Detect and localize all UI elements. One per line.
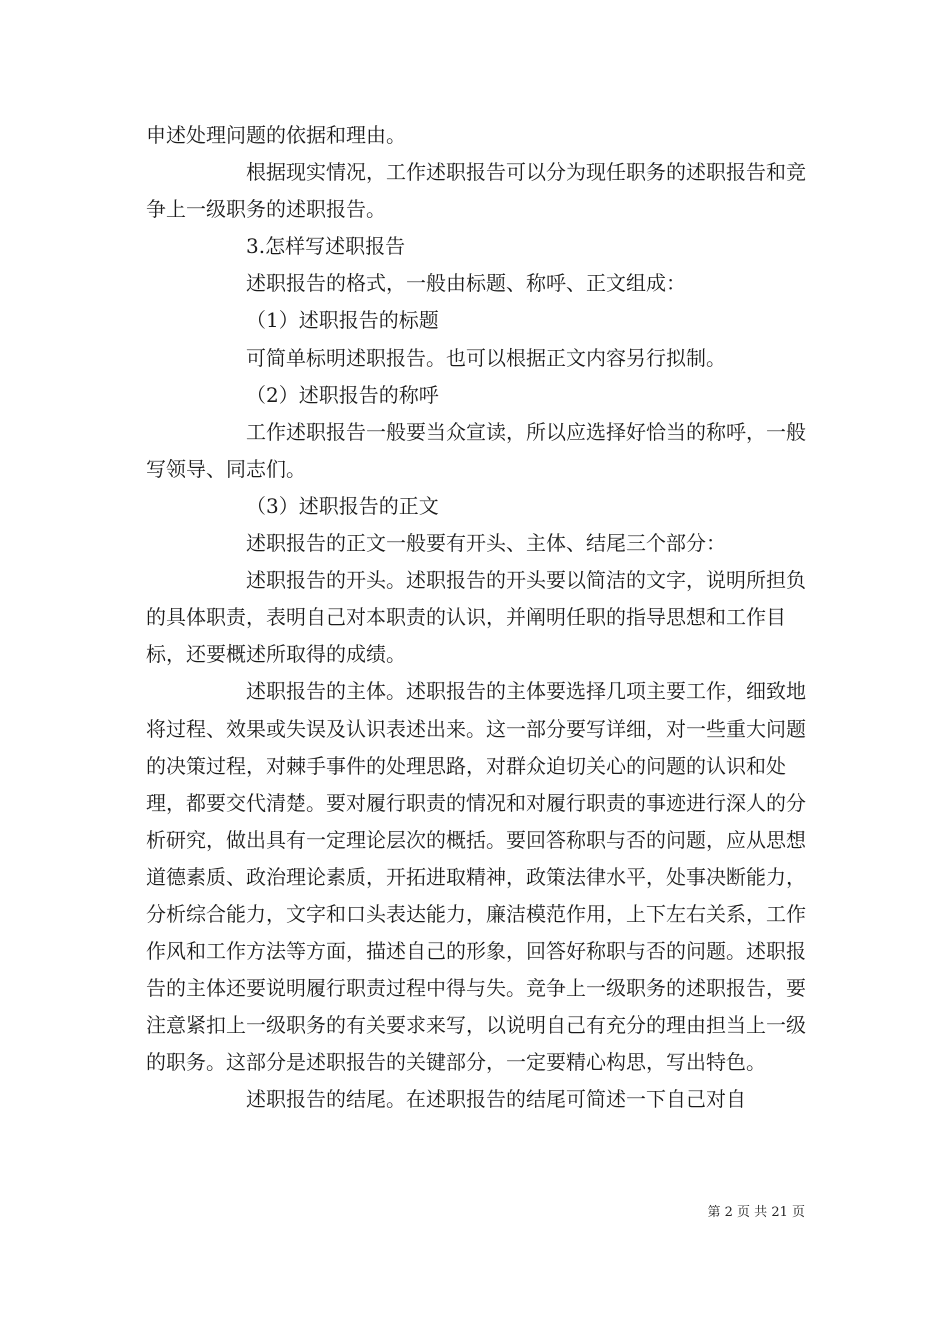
paragraph: 工作述职报告一般要当众宣读，所以应选择好恰当的称呼，一般写领导、同志们。 (146, 419, 806, 481)
paragraph: 述职报告的结尾。在述职报告的结尾可简述一下自己对自 (246, 1087, 746, 1112)
paragraph: 述职报告的主体。述职报告的主体要选择几项主要工作，细致地将过程、效果或失误及认识表述出来。这一部分要写详细，对一些重大问题的决策过程，对棘手事件的处理思路，对群众迫切关心的问题的认识和处理，都要交代清楚。要对履行职责的情况和对履行职责的事迹进行深人的分析研究，做出具有一定理论层次的概括。要回答称职与否的问题，应从思想道德素质、政治理论素质，开拓进取精神，政策法律水平，处事决断能力，分析综合能力，文字和口头表达能力，廉洁模范作用，上下左右关系，工作作风和工作方法等方面，描述自己的形象，回答好称职与否的问题。述职报告的主体还要说明履行职责过程中得与失。竞争上一级职务的述职报告，要注意紧扣上一级职务的有关要求来写，以说明自己有充分的理由担当上一级的职务。这部分是述职报告的关键部分，一定要精心构思，写出特色。 (146, 679, 806, 1075)
page-number: 第 2 页 共 21 页 (707, 1205, 805, 1220)
document-body (146, 117, 806, 1119)
subsection-heading: （1）述职报告的标题 (246, 308, 439, 333)
paragraph: 申述处理问题的依据和理由。 (146, 123, 406, 147)
paragraph: 根据现实情况，工作述职报告可以分为现任职务的述职报告和竞争上一级职务的述职报告。 (146, 160, 806, 222)
paragraph: 述职报告的开头。述职报告的开头要以简洁的文字，说明所担负的具体职责，表明自己对本职责的认识，并阐明任职的指导思想和工作目标，还要概述所取得的成绩。 (146, 568, 806, 667)
paragraph: 可简单标明述职报告。也可以根据正文内容另行拟制。 (246, 345, 726, 370)
subsection-heading: （2）述职报告的称呼 (246, 382, 439, 407)
paragraph: 述职报告的正文一般要有开头、主体、结尾三个部分： (246, 531, 726, 556)
subsection-heading: （3）述职报告的正文 (246, 493, 439, 518)
paragraph: 述职报告的格式，一般由标题、称呼、正文组成： (246, 271, 686, 296)
section-heading: 3.怎样写述职报告 (246, 234, 406, 259)
